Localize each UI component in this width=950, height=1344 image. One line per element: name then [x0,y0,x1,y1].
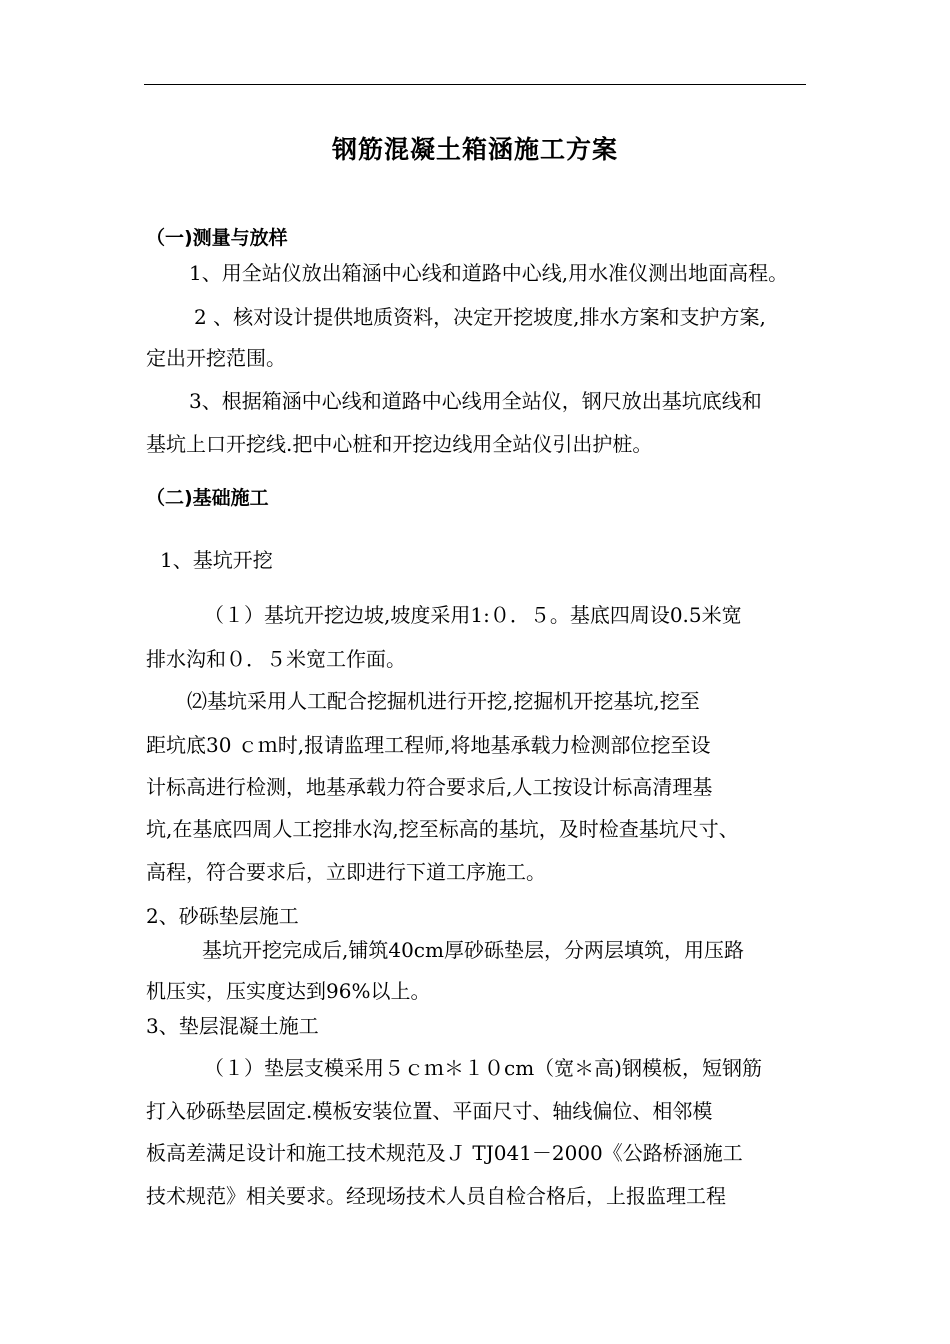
paragraph-line: 高程，符合要求后，立即进行下道工序施工。 [146,860,546,884]
paragraph-line: 基坑开挖完成后,铺筑40cm厚砂砾垫层，分两层填筑，用压路 [202,938,744,962]
section-heading-foundation: （二)基础施工 [146,487,269,509]
subsection-heading: 1、基坑开挖 [160,548,273,572]
paragraph-line: 基坑上口开挖线.把中心桩和开挖边线用全站仪引出护桩。 [146,432,653,456]
paragraph-line: 2 、核对设计提供地质资料，决定开挖坡度,排水方案和支护方案, [194,305,766,329]
paragraph-line: 机压实，压实度达到96%以上。 [146,979,431,1003]
paragraph-line: 距坑底30 ｃｍ时,报请监理工程师,将地基承载力检测部位挖至设 [146,733,711,757]
paragraph-line: 定出开挖范围。 [146,346,286,370]
paragraph-line: （１）垫层支模采用５ｃｍ＊１０cm（宽＊高)钢模板，短钢筋 [204,1056,762,1080]
paragraph-line: 1、用全站仪放出箱涵中心线和道路中心线,用水准仪测出地面高程。 [189,261,789,285]
subsection-heading: 3、垫层混凝土施工 [146,1014,319,1038]
paragraph-line: 技术规范》相关要求。经现场技术人员自检合格后，上报监理工程 [146,1184,726,1208]
paragraph-line: 打入砂砾垫层固定.模板安装位置、平面尺寸、轴线偏位、相邻模 [146,1099,713,1123]
section-heading-survey: （一)测量与放样 [146,227,288,249]
paragraph-line: 计标高进行检测，地基承载力符合要求后,人工按设计标高清理基 [146,775,713,799]
paragraph-line: （１）基坑开挖边坡,坡度采用1:０．５。基底四周设0.5米宽 [204,603,742,627]
paragraph-line: 坑,在基底四周人工挖排水沟,挖至标高的基坑，及时检查基坑尺寸、 [146,817,739,841]
header-rule [144,84,806,85]
paragraph-line: 排水沟和０．５米宽工作面。 [146,647,406,671]
paragraph-line: 3、根据箱涵中心线和道路中心线用全站仪，钢尺放出基坑底线和 [189,389,762,413]
paragraph-line: ⑵基坑采用人工配合挖掘机进行开挖,挖掘机开挖基坑,挖至 [187,689,700,713]
subsection-heading: 2、砂砾垫层施工 [146,904,299,928]
paragraph-line: 板高差满足设计和施工技术规范及Ｊ TJ041－2000《公路桥涵施工 [146,1141,743,1165]
document-title: 钢筋混凝土箱涵施工方案 [331,135,618,164]
